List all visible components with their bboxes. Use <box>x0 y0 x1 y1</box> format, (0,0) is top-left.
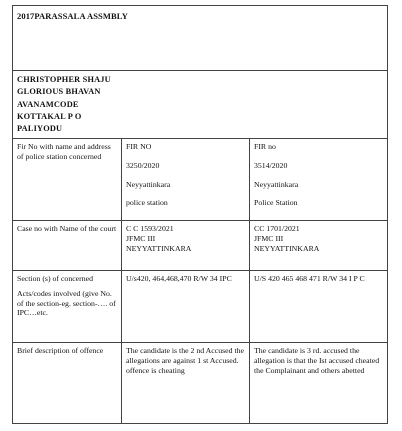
fir-number: 3250/2020 <box>126 160 160 170</box>
address-line: GLORIOUS BHAVAN <box>17 87 101 97</box>
fir-number: 3514/2020 <box>254 160 288 170</box>
case-number: C C 1593/2021 <box>126 224 174 233</box>
section-row <box>13 270 387 342</box>
court-name: JFMC III <box>254 233 284 243</box>
fir-case-1 <box>121 139 249 220</box>
address-line: PALIYODU <box>17 124 63 134</box>
document-table <box>12 5 388 424</box>
offence-label: Brief description of offence <box>17 346 104 355</box>
address-row <box>13 70 387 138</box>
offence-case-1: The candidate is the 2 nd Accused the allegations are against 1 st Accused. offence is cheating <box>121 343 249 423</box>
address-line: CHRISTOPHER SHAJU <box>17 75 111 84</box>
court-row <box>13 220 387 270</box>
section-label-detail: Acts/codes involved (give No. of the section-eg. section-…. of IPC…etc. <box>17 288 116 318</box>
fir-row <box>13 138 387 220</box>
fir-station: Police Station <box>254 198 298 208</box>
candidate-address <box>17 74 111 135</box>
document-title: 2017PARASSALA ASSMBLY <box>17 11 128 21</box>
fir-label: Fir No with name and address of police station concerned <box>17 142 111 161</box>
case-number: CC 1701/2021 <box>254 224 300 233</box>
court-case-1 <box>121 221 249 270</box>
offence-case-2: The candidate is 3 rd. accused the allegation is that the Ist accused cheated the Complainant and others abetted <box>249 343 387 423</box>
address-line: AVANAMCODE <box>17 99 79 109</box>
offence-row <box>13 342 387 423</box>
fir-station: police station <box>126 198 168 208</box>
fir-place: Neyyattinkara <box>254 179 299 189</box>
section-case-2: U/S 420 465 468 471 R/W 34 I P C <box>249 271 387 342</box>
court-case-2 <box>249 221 387 270</box>
court-name: JFMC III <box>126 233 156 243</box>
fir-case-2 <box>249 139 387 220</box>
court-place: NEYYATTINKARA <box>126 243 192 253</box>
address-line: KOTTAKAL P O <box>17 111 82 121</box>
section-label-main: Section (s) of concerned <box>17 274 93 283</box>
section-label <box>13 271 121 342</box>
fir-place: Neyyattinkara <box>126 179 171 189</box>
section-case-1: U/s420, 464,468,470 R/W 34 IPC <box>121 271 249 342</box>
court-place: NEYYATTINKARA <box>254 243 320 253</box>
fir-heading: FIR no <box>254 142 276 151</box>
court-label: Case no with Name of the court <box>17 224 117 233</box>
fir-heading: FIR NO <box>126 142 152 151</box>
title-row <box>13 6 387 70</box>
